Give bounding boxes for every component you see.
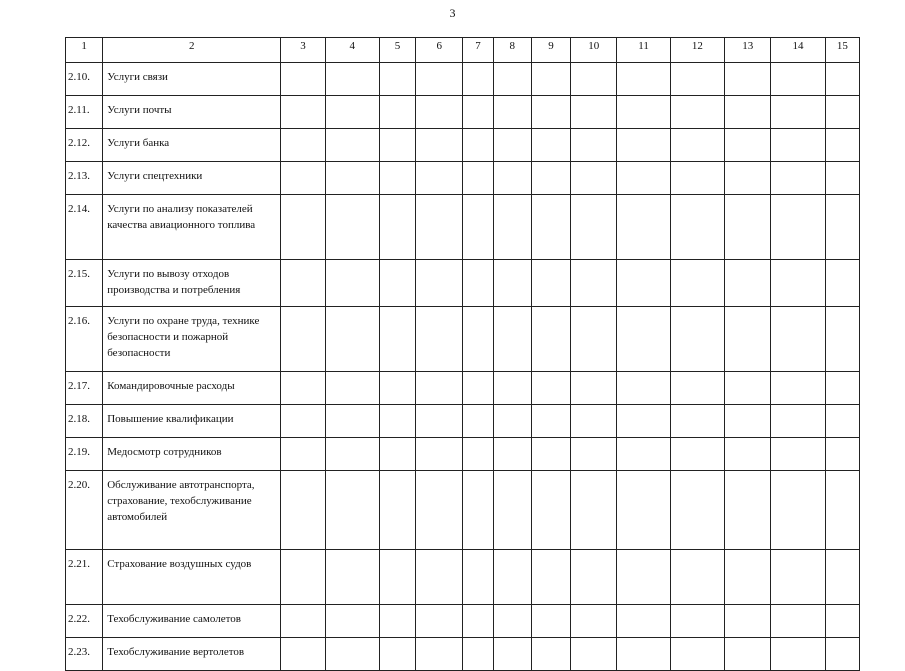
- empty-cell: [281, 307, 325, 372]
- empty-cell: [281, 96, 325, 129]
- empty-cell: [531, 260, 570, 307]
- row-number: 2.11.: [66, 96, 103, 129]
- empty-cell: [725, 307, 771, 372]
- empty-cell: [617, 96, 670, 129]
- empty-cell: [325, 260, 379, 307]
- empty-cell: [571, 471, 617, 550]
- empty-cell: [463, 372, 493, 405]
- empty-cell: [771, 96, 825, 129]
- row-label: Услуги спецтехники: [103, 162, 281, 195]
- empty-cell: [771, 307, 825, 372]
- empty-cell: [493, 162, 531, 195]
- row-label: Услуги по охране труда, технике безопасности и пожарной безопасности: [103, 307, 281, 372]
- empty-cell: [325, 195, 379, 260]
- empty-cell: [617, 129, 670, 162]
- column-header: 7: [463, 38, 493, 63]
- empty-cell: [493, 129, 531, 162]
- row-number: 2.10.: [66, 63, 103, 96]
- column-header: 1: [66, 38, 103, 63]
- empty-cell: [725, 260, 771, 307]
- empty-cell: [531, 162, 570, 195]
- empty-cell: [493, 372, 531, 405]
- empty-cell: [670, 550, 724, 605]
- empty-cell: [571, 129, 617, 162]
- row-label: Медосмотр сотрудников: [103, 438, 281, 471]
- row-label: Техобслуживание вертолетов: [103, 638, 281, 671]
- empty-cell: [617, 471, 670, 550]
- empty-cell: [281, 129, 325, 162]
- empty-cell: [416, 405, 463, 438]
- empty-cell: [725, 96, 771, 129]
- empty-cell: [571, 195, 617, 260]
- empty-cell: [670, 405, 724, 438]
- empty-cell: [463, 260, 493, 307]
- empty-cell: [825, 638, 859, 671]
- row-number: 2.16.: [66, 307, 103, 372]
- empty-cell: [325, 372, 379, 405]
- empty-cell: [617, 638, 670, 671]
- empty-cell: [825, 96, 859, 129]
- empty-cell: [493, 405, 531, 438]
- empty-cell: [670, 471, 724, 550]
- empty-cell: [725, 162, 771, 195]
- empty-cell: [493, 438, 531, 471]
- empty-cell: [493, 550, 531, 605]
- empty-cell: [571, 63, 617, 96]
- row-label: Страхование воздушных судов: [103, 550, 281, 605]
- column-header: 15: [825, 38, 859, 63]
- empty-cell: [531, 63, 570, 96]
- row-number: 2.14.: [66, 195, 103, 260]
- empty-cell: [670, 96, 724, 129]
- empty-cell: [725, 63, 771, 96]
- empty-cell: [670, 260, 724, 307]
- empty-cell: [325, 63, 379, 96]
- empty-cell: [379, 129, 415, 162]
- column-header: 5: [379, 38, 415, 63]
- empty-cell: [416, 63, 463, 96]
- table-row: [66, 195, 860, 260]
- row-label: Обслуживание автотранспорта, страхование, техобслуживание автомобилей: [103, 471, 281, 550]
- empty-cell: [825, 405, 859, 438]
- empty-cell: [571, 550, 617, 605]
- empty-cell: [571, 96, 617, 129]
- empty-cell: [379, 162, 415, 195]
- page-number: 3: [449, 6, 456, 20]
- empty-cell: [416, 129, 463, 162]
- empty-cell: [416, 550, 463, 605]
- table-row: [66, 372, 860, 405]
- table-row: [66, 129, 860, 162]
- empty-cell: [463, 307, 493, 372]
- column-header: 11: [617, 38, 670, 63]
- empty-cell: [571, 405, 617, 438]
- empty-cell: [725, 638, 771, 671]
- empty-cell: [325, 96, 379, 129]
- empty-cell: [670, 129, 724, 162]
- table-row: [66, 96, 860, 129]
- empty-cell: [379, 63, 415, 96]
- header-row: [66, 38, 860, 63]
- empty-cell: [463, 63, 493, 96]
- empty-cell: [281, 605, 325, 638]
- empty-cell: [281, 405, 325, 438]
- empty-cell: [771, 471, 825, 550]
- empty-cell: [725, 195, 771, 260]
- row-label: Услуги по анализу показателей качества авиационного топлива: [103, 195, 281, 260]
- empty-cell: [725, 438, 771, 471]
- empty-cell: [416, 162, 463, 195]
- empty-cell: [670, 638, 724, 671]
- empty-cell: [771, 372, 825, 405]
- empty-cell: [463, 96, 493, 129]
- empty-cell: [617, 405, 670, 438]
- empty-cell: [379, 638, 415, 671]
- column-header: 8: [493, 38, 531, 63]
- empty-cell: [281, 372, 325, 405]
- column-header: 4: [325, 38, 379, 63]
- column-header: 2: [103, 38, 281, 63]
- empty-cell: [825, 307, 859, 372]
- empty-cell: [670, 438, 724, 471]
- empty-cell: [825, 195, 859, 260]
- empty-cell: [416, 438, 463, 471]
- empty-cell: [379, 96, 415, 129]
- row-number: 2.20.: [66, 471, 103, 550]
- empty-cell: [416, 96, 463, 129]
- empty-cell: [725, 405, 771, 438]
- empty-cell: [670, 63, 724, 96]
- empty-cell: [463, 162, 493, 195]
- empty-cell: [825, 605, 859, 638]
- empty-cell: [571, 605, 617, 638]
- empty-cell: [571, 438, 617, 471]
- empty-cell: [325, 550, 379, 605]
- empty-cell: [771, 405, 825, 438]
- empty-cell: [771, 260, 825, 307]
- empty-cell: [771, 438, 825, 471]
- empty-cell: [281, 195, 325, 260]
- empty-cell: [771, 162, 825, 195]
- empty-cell: [463, 405, 493, 438]
- empty-cell: [463, 638, 493, 671]
- row-number: 2.13.: [66, 162, 103, 195]
- empty-cell: [281, 438, 325, 471]
- empty-cell: [617, 162, 670, 195]
- empty-cell: [325, 162, 379, 195]
- empty-cell: [771, 638, 825, 671]
- empty-cell: [531, 550, 570, 605]
- empty-cell: [416, 471, 463, 550]
- empty-cell: [825, 162, 859, 195]
- row-label: Услуги по вывозу отходов производства и потребления: [103, 260, 281, 307]
- table-row: [66, 405, 860, 438]
- empty-cell: [670, 307, 724, 372]
- empty-cell: [379, 372, 415, 405]
- column-header: 12: [670, 38, 724, 63]
- table-row: [66, 63, 860, 96]
- empty-cell: [531, 372, 570, 405]
- row-number: 2.18.: [66, 405, 103, 438]
- empty-cell: [617, 605, 670, 638]
- row-number: 2.15.: [66, 260, 103, 307]
- column-header: 3: [281, 38, 325, 63]
- empty-cell: [531, 405, 570, 438]
- empty-cell: [825, 372, 859, 405]
- empty-cell: [771, 605, 825, 638]
- empty-cell: [531, 307, 570, 372]
- budget-table: [65, 37, 860, 671]
- empty-cell: [281, 638, 325, 671]
- empty-cell: [493, 195, 531, 260]
- empty-cell: [281, 550, 325, 605]
- empty-cell: [379, 195, 415, 260]
- column-header: 13: [725, 38, 771, 63]
- empty-cell: [416, 605, 463, 638]
- empty-cell: [416, 260, 463, 307]
- empty-cell: [825, 550, 859, 605]
- empty-cell: [571, 372, 617, 405]
- empty-cell: [379, 471, 415, 550]
- empty-cell: [571, 307, 617, 372]
- column-header: 10: [571, 38, 617, 63]
- empty-cell: [416, 638, 463, 671]
- empty-cell: [493, 605, 531, 638]
- row-label: Техобслуживание самолетов: [103, 605, 281, 638]
- empty-cell: [617, 195, 670, 260]
- table-row: [66, 550, 860, 605]
- empty-cell: [825, 129, 859, 162]
- empty-cell: [725, 372, 771, 405]
- empty-cell: [531, 438, 570, 471]
- row-label: Услуги банка: [103, 129, 281, 162]
- empty-cell: [493, 96, 531, 129]
- empty-cell: [571, 638, 617, 671]
- table-row: [66, 438, 860, 471]
- empty-cell: [771, 63, 825, 96]
- empty-cell: [463, 129, 493, 162]
- empty-cell: [325, 605, 379, 638]
- empty-cell: [493, 638, 531, 671]
- table-row: [66, 638, 860, 671]
- empty-cell: [463, 195, 493, 260]
- empty-cell: [325, 471, 379, 550]
- empty-cell: [725, 129, 771, 162]
- table-row: [66, 471, 860, 550]
- column-header: 6: [416, 38, 463, 63]
- empty-cell: [416, 307, 463, 372]
- row-number: 2.22.: [66, 605, 103, 638]
- empty-cell: [670, 162, 724, 195]
- empty-cell: [825, 63, 859, 96]
- empty-cell: [617, 63, 670, 96]
- row-label: Услуги почты: [103, 96, 281, 129]
- empty-cell: [493, 63, 531, 96]
- empty-cell: [825, 438, 859, 471]
- empty-cell: [617, 550, 670, 605]
- table-row: [66, 307, 860, 372]
- table-row: [66, 260, 860, 307]
- table-row: [66, 162, 860, 195]
- empty-cell: [416, 372, 463, 405]
- table-row: [66, 605, 860, 638]
- empty-cell: [571, 162, 617, 195]
- row-number: 2.12.: [66, 129, 103, 162]
- empty-cell: [771, 195, 825, 260]
- empty-cell: [463, 550, 493, 605]
- empty-cell: [463, 438, 493, 471]
- empty-cell: [379, 307, 415, 372]
- empty-cell: [725, 471, 771, 550]
- empty-cell: [531, 605, 570, 638]
- empty-cell: [281, 63, 325, 96]
- empty-cell: [670, 195, 724, 260]
- empty-cell: [325, 129, 379, 162]
- row-label: Услуги связи: [103, 63, 281, 96]
- row-label: Повышение квалификации: [103, 405, 281, 438]
- empty-cell: [325, 405, 379, 438]
- empty-cell: [771, 129, 825, 162]
- empty-cell: [379, 438, 415, 471]
- empty-cell: [617, 260, 670, 307]
- empty-cell: [463, 471, 493, 550]
- row-number: 2.21.: [66, 550, 103, 605]
- empty-cell: [670, 605, 724, 638]
- empty-cell: [379, 605, 415, 638]
- empty-cell: [325, 638, 379, 671]
- empty-cell: [493, 260, 531, 307]
- row-number: 2.19.: [66, 438, 103, 471]
- empty-cell: [281, 471, 325, 550]
- empty-cell: [725, 550, 771, 605]
- empty-cell: [379, 550, 415, 605]
- empty-cell: [825, 260, 859, 307]
- empty-cell: [379, 405, 415, 438]
- empty-cell: [617, 438, 670, 471]
- empty-cell: [493, 471, 531, 550]
- empty-cell: [493, 307, 531, 372]
- empty-cell: [281, 260, 325, 307]
- empty-cell: [771, 550, 825, 605]
- empty-cell: [463, 605, 493, 638]
- empty-cell: [531, 471, 570, 550]
- empty-cell: [670, 372, 724, 405]
- empty-cell: [325, 438, 379, 471]
- column-header: 9: [531, 38, 570, 63]
- empty-cell: [531, 638, 570, 671]
- empty-cell: [617, 372, 670, 405]
- row-number: 2.17.: [66, 372, 103, 405]
- empty-cell: [379, 260, 415, 307]
- empty-cell: [571, 260, 617, 307]
- row-label: Командировочные расходы: [103, 372, 281, 405]
- empty-cell: [825, 471, 859, 550]
- empty-cell: [531, 129, 570, 162]
- column-header: 14: [771, 38, 825, 63]
- empty-cell: [617, 307, 670, 372]
- row-number: 2.23.: [66, 638, 103, 671]
- empty-cell: [531, 195, 570, 260]
- empty-cell: [281, 162, 325, 195]
- empty-cell: [325, 307, 379, 372]
- empty-cell: [531, 96, 570, 129]
- empty-cell: [416, 195, 463, 260]
- empty-cell: [725, 605, 771, 638]
